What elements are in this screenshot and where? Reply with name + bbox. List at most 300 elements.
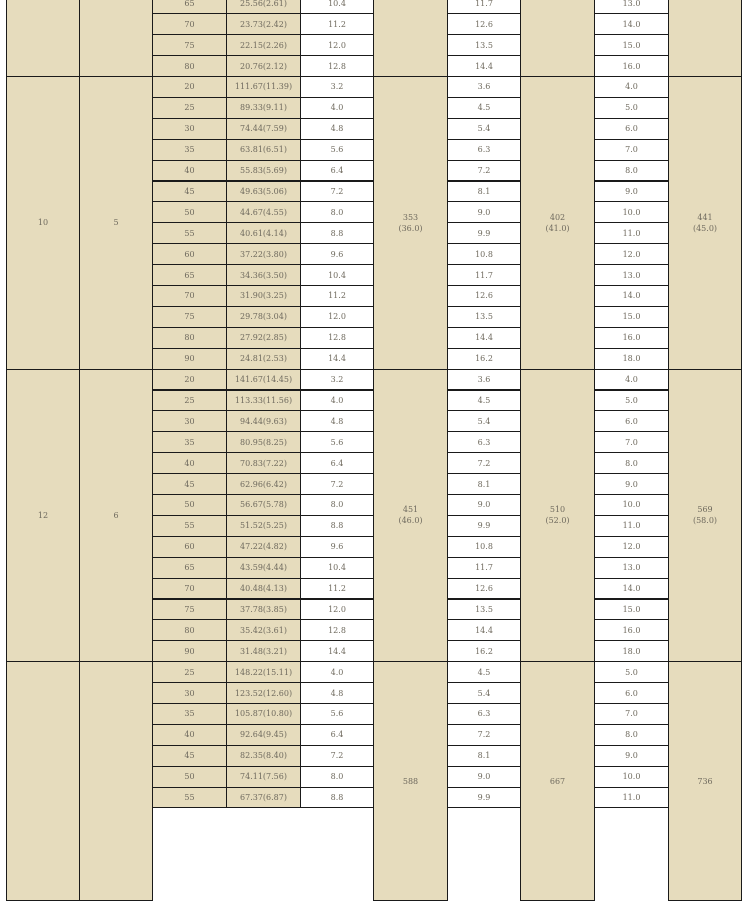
row-param [152, 55, 227, 77]
row-param [152, 703, 227, 725]
row-param [152, 285, 227, 307]
cell-text: 63.81(6.51) [240, 145, 287, 155]
cell-text: 20.76(2.12) [240, 61, 287, 71]
row-colA [300, 97, 374, 119]
row-colA [300, 703, 374, 725]
cell-text: 40 [184, 458, 195, 468]
merged-cell-top [79, 0, 153, 77]
row-colC [594, 390, 669, 412]
row-param [152, 327, 227, 349]
row-param [152, 410, 227, 432]
cell-text: 14.0 [622, 19, 641, 29]
row-colC [594, 285, 669, 307]
merged-cell-top [373, 0, 448, 77]
row-colB [447, 327, 521, 349]
cell-text: 31.90(3.25) [240, 291, 287, 301]
cell-text: 4.5 [477, 667, 491, 677]
row-value [226, 536, 301, 558]
group-col1 [6, 661, 80, 901]
cell-text: 4.0 [330, 395, 344, 405]
group-total-3 [668, 661, 742, 901]
cell-text: 65 [184, 563, 195, 573]
cell-text: 18.0 [622, 646, 641, 656]
group-total-2-text: 402 [549, 212, 566, 222]
row-colC [594, 494, 669, 516]
cell-text: 50 [184, 207, 195, 217]
row-colB [447, 661, 521, 683]
row-param [152, 745, 227, 767]
cell-text: 4.8 [330, 124, 344, 134]
row-colC [594, 181, 669, 203]
group-total-2 [520, 661, 595, 901]
cell-text: 6.0 [625, 416, 638, 426]
group-total-3-text: (58.0) [692, 516, 718, 526]
row-colB [447, 766, 521, 788]
cell-text: 5.6 [330, 709, 344, 719]
row-colB [447, 724, 521, 746]
cell-text: 8.0 [625, 166, 638, 176]
cell-text: 5.0 [625, 395, 638, 405]
row-value [226, 181, 301, 203]
cell-text: 27.92(2.85) [240, 333, 287, 343]
row-param [152, 682, 227, 704]
row-param [152, 264, 227, 286]
cell-text: 37.22(3.80) [240, 249, 287, 259]
row-colA [300, 139, 374, 161]
cell-text: 40.48(4.13) [240, 584, 287, 594]
row-colC [594, 243, 669, 265]
cell-text: 13.0 [622, 563, 641, 573]
group-total-3 [668, 76, 742, 370]
row-colA [300, 536, 374, 558]
row-colB [447, 515, 521, 537]
row-param [152, 243, 227, 265]
row-colA [300, 557, 374, 579]
cell-text: 70 [184, 291, 195, 301]
cell-text: 6.3 [477, 145, 491, 155]
cell-text: 13.0 [622, 270, 641, 280]
row-param [152, 766, 227, 788]
row-colC [594, 599, 669, 621]
row-colB [447, 201, 521, 223]
cell-text: 14.4 [475, 333, 493, 343]
cell-text: 11.0 [622, 521, 641, 531]
cell-text: 43.59(4.44) [240, 563, 287, 573]
cell-text: 9.9 [477, 521, 491, 531]
cell-text: 9.0 [625, 751, 638, 761]
row-param [152, 390, 227, 412]
cell-text: 5.4 [477, 416, 491, 426]
row-colB [447, 222, 521, 244]
row-colC [594, 745, 669, 767]
cell-text: 70 [184, 19, 195, 29]
cell-text: 9.0 [625, 479, 638, 489]
row-colB [447, 494, 521, 516]
row-value [226, 34, 301, 56]
cell-text: 15.0 [622, 312, 641, 322]
cell-text: 82.35(8.40) [240, 751, 287, 761]
row-colA [300, 327, 374, 349]
cell-text: 80 [184, 61, 195, 71]
row-colB [447, 578, 521, 600]
row-value [226, 327, 301, 349]
group-total-3-text: (45.0) [692, 223, 718, 233]
group-total-1 [373, 76, 448, 370]
row-colB [447, 745, 521, 767]
row-colA [300, 348, 374, 370]
group-total-3-text: 569 [697, 505, 713, 515]
cell-text: 11.2 [328, 584, 346, 594]
row-colA [300, 13, 374, 35]
row-colC [594, 97, 669, 119]
row-colB [447, 473, 521, 495]
cell-text: 90 [184, 646, 195, 656]
cell-text: 8.8 [330, 521, 344, 531]
row-colC [594, 76, 669, 98]
row-colB [447, 243, 521, 265]
cell-text: 35 [184, 437, 195, 447]
cell-text: 35.42(3.61) [240, 625, 287, 635]
cell-text: 7.2 [477, 166, 491, 176]
row-param [152, 787, 227, 809]
cell-text: 14.4 [475, 625, 493, 635]
row-value [226, 76, 301, 98]
cell-text: 80 [184, 333, 195, 343]
cell-text: 35 [184, 145, 195, 155]
cell-text: 44.67(4.55) [240, 207, 287, 217]
cell-text: 148.22(15.11) [234, 667, 293, 677]
row-value [226, 599, 301, 621]
row-colB [447, 452, 521, 474]
cell-text: 5.0 [625, 667, 638, 677]
row-param [152, 139, 227, 161]
row-colB [447, 160, 521, 182]
cell-text: 60 [184, 249, 195, 259]
cell-text: 10.4 [328, 0, 346, 8]
row-colC [594, 557, 669, 579]
cell-text: 9.0 [625, 186, 638, 196]
group-col2 [79, 76, 153, 370]
cell-text: 35 [184, 709, 195, 719]
cell-text: 80.95(8.25) [240, 437, 287, 447]
cell-text: 9.0 [477, 207, 491, 217]
row-colB [447, 55, 521, 77]
cell-text: 113.33(11.56) [234, 395, 293, 405]
cell-text: 13.5 [475, 312, 493, 322]
row-param [152, 222, 227, 244]
group-total-1 [373, 369, 448, 663]
cell-text: 12.0 [622, 542, 641, 552]
cell-text: 16.2 [475, 354, 493, 364]
row-param [152, 599, 227, 621]
row-param [152, 118, 227, 140]
cell-text: 20 [184, 82, 195, 92]
cell-text: 31.48(3.21) [240, 646, 287, 656]
row-colC [594, 264, 669, 286]
row-colA [300, 369, 374, 391]
row-param [152, 97, 227, 119]
cell-text: 30 [184, 416, 195, 426]
row-param [152, 13, 227, 35]
row-colC [594, 724, 669, 746]
cell-text: 16.0 [622, 625, 641, 635]
cell-text: 74.11(7.56) [240, 772, 287, 782]
cell-text: 4.5 [477, 395, 491, 405]
cell-text: 45 [184, 479, 195, 489]
cell-text: 16.0 [622, 61, 641, 71]
row-colC [594, 766, 669, 788]
cell-text: 10.0 [622, 500, 641, 510]
cell-text: 55 [184, 521, 195, 531]
cell-text: 4.0 [330, 667, 344, 677]
cell-text: 13.5 [475, 604, 493, 614]
cell-text: 7.2 [477, 730, 491, 740]
row-value [226, 578, 301, 600]
row-param [152, 661, 227, 683]
row-colC [594, 201, 669, 223]
row-param [152, 34, 227, 56]
cell-text: 11.0 [622, 228, 641, 238]
group-total-2 [520, 76, 595, 370]
group-col2-text: 6 [113, 510, 119, 520]
row-value [226, 682, 301, 704]
cell-text: 7.0 [625, 437, 638, 447]
group-col1 [6, 369, 80, 663]
row-colA [300, 640, 374, 662]
row-param [152, 160, 227, 182]
cell-text: 3.2 [330, 82, 344, 92]
cell-text: 8.0 [625, 730, 638, 740]
cell-text: 9.6 [330, 249, 344, 259]
cell-text: 9.9 [477, 228, 491, 238]
row-colC [594, 431, 669, 453]
row-colC [594, 222, 669, 244]
cell-text: 30 [184, 124, 195, 134]
cell-text: 14.4 [328, 646, 346, 656]
row-colA [300, 515, 374, 537]
row-colB [447, 0, 521, 14]
row-value [226, 452, 301, 474]
cell-text: 12.0 [328, 312, 346, 322]
row-param [152, 369, 227, 391]
cell-text: 7.2 [477, 458, 491, 468]
row-param [152, 181, 227, 203]
row-colA [300, 118, 374, 140]
group-total-3 [668, 369, 742, 663]
row-colB [447, 410, 521, 432]
group-total-1-text: (46.0) [398, 516, 423, 526]
row-colC [594, 515, 669, 537]
row-colC [594, 13, 669, 35]
cell-text: 111.67(11.39) [234, 82, 293, 92]
row-value [226, 619, 301, 641]
cell-text: 5.6 [330, 145, 344, 155]
group-total-2-text: 510 [549, 505, 566, 515]
cell-text: 11.7 [475, 270, 493, 280]
cell-text: 6.0 [625, 124, 638, 134]
row-colA [300, 745, 374, 767]
row-colB [447, 264, 521, 286]
row-colA [300, 285, 374, 307]
row-colC [594, 536, 669, 558]
cell-text: 4.0 [330, 103, 344, 113]
group-col2 [79, 369, 153, 663]
row-colC [594, 410, 669, 432]
group-total-3-text: 441 [697, 212, 713, 222]
cell-text: 80 [184, 625, 195, 635]
cell-text: 3.2 [330, 375, 344, 385]
row-colC [594, 703, 669, 725]
row-value [226, 745, 301, 767]
row-colC [594, 306, 669, 328]
group-total-3-text: 736 [697, 776, 713, 786]
row-colB [447, 703, 521, 725]
group-total-2-text: 667 [549, 776, 566, 786]
cell-text: 89.33(9.11) [240, 103, 287, 113]
row-colC [594, 348, 669, 370]
cell-text: 14.4 [328, 354, 346, 364]
row-colC [594, 327, 669, 349]
row-value [226, 13, 301, 35]
row-colC [594, 55, 669, 77]
row-param [152, 76, 227, 98]
row-colB [447, 557, 521, 579]
row-param [152, 724, 227, 746]
row-value [226, 557, 301, 579]
row-value [226, 222, 301, 244]
cell-text: 12.0 [328, 604, 346, 614]
cell-text: 23.73(2.42) [240, 19, 287, 29]
row-param [152, 640, 227, 662]
cell-text: 8.0 [330, 772, 344, 782]
cell-text: 60 [184, 542, 195, 552]
cell-text: 12.6 [475, 291, 493, 301]
cell-text: 105.87(10.80) [234, 709, 293, 719]
cell-text: 25 [184, 667, 195, 677]
cell-text: 7.0 [625, 709, 638, 719]
cell-text: 14.0 [622, 291, 641, 301]
merged-cell-top [6, 0, 80, 77]
row-colB [447, 787, 521, 809]
group-total-2-text: (52.0) [545, 516, 570, 526]
cell-text: 8.1 [477, 479, 491, 489]
cell-text: 34.36(3.50) [240, 270, 287, 280]
cell-text: 67.37(6.87) [240, 793, 287, 803]
row-param [152, 0, 227, 14]
row-colA [300, 724, 374, 746]
row-colB [447, 139, 521, 161]
group-total-1-text: 451 [402, 505, 419, 515]
cell-text: 75 [184, 312, 195, 322]
cell-text: 15.0 [622, 604, 641, 614]
cell-text: 75 [184, 604, 195, 614]
cell-text: 55.83(5.69) [240, 166, 287, 176]
cell-text: 25 [184, 103, 195, 113]
cell-text: 20 [184, 375, 195, 385]
merged-cell-top [520, 0, 595, 77]
row-colA [300, 76, 374, 98]
cell-text: 6.4 [330, 458, 344, 468]
cell-text: 8.0 [330, 207, 344, 217]
cell-text: 90 [184, 354, 195, 364]
cell-text: 40.61(4.14) [240, 228, 287, 238]
cell-text: 10.8 [475, 249, 493, 259]
cell-text: 40 [184, 166, 195, 176]
row-colA [300, 578, 374, 600]
row-value [226, 410, 301, 432]
cell-text: 47.22(4.82) [240, 542, 287, 552]
row-colC [594, 34, 669, 56]
row-colA [300, 201, 374, 223]
cell-text: 7.0 [625, 145, 638, 155]
row-value [226, 390, 301, 412]
row-value [226, 473, 301, 495]
row-colA [300, 55, 374, 77]
row-colB [447, 97, 521, 119]
row-colC [594, 139, 669, 161]
row-colC [594, 787, 669, 809]
cell-text: 74.44(7.59) [240, 124, 287, 134]
row-value [226, 369, 301, 391]
row-value [226, 431, 301, 453]
row-value [226, 640, 301, 662]
cell-text: 9.0 [477, 772, 491, 782]
row-colB [447, 118, 521, 140]
cell-text: 8.1 [477, 186, 491, 196]
group-total-1 [373, 661, 448, 901]
row-value [226, 201, 301, 223]
cell-text: 10.4 [328, 563, 346, 573]
group-total-1-text: (36.0) [398, 223, 423, 233]
row-colA [300, 661, 374, 683]
row-value [226, 285, 301, 307]
row-colA [300, 410, 374, 432]
cell-text: 12.8 [328, 333, 346, 343]
cell-text: 5.6 [330, 437, 344, 447]
cell-text: 25 [184, 395, 195, 405]
cell-text: 10.4 [328, 270, 346, 280]
row-colB [447, 285, 521, 307]
row-value [226, 243, 301, 265]
cell-text: 6.4 [330, 730, 344, 740]
row-colB [447, 390, 521, 412]
row-colC [594, 369, 669, 391]
cell-text: 12.0 [622, 249, 641, 259]
cell-text: 37.78(3.85) [240, 604, 287, 614]
row-value [226, 348, 301, 370]
cell-text: 24.81(2.53) [240, 354, 287, 364]
row-value [226, 766, 301, 788]
row-colA [300, 264, 374, 286]
row-colC [594, 619, 669, 641]
cell-text: 65 [184, 270, 195, 280]
group-col2-text: 5 [113, 218, 119, 228]
row-param [152, 348, 227, 370]
cell-text: 8.1 [477, 751, 491, 761]
cell-text: 55 [184, 228, 195, 238]
row-value [226, 306, 301, 328]
row-colC [594, 452, 669, 474]
row-colB [447, 682, 521, 704]
row-param [152, 452, 227, 474]
cell-text: 7.2 [330, 186, 344, 196]
cell-text: 12.6 [475, 19, 493, 29]
cell-text: 4.8 [330, 416, 344, 426]
cell-text: 18.0 [622, 354, 641, 364]
row-colC [594, 578, 669, 600]
cell-text: 3.6 [477, 82, 491, 92]
row-value [226, 118, 301, 140]
